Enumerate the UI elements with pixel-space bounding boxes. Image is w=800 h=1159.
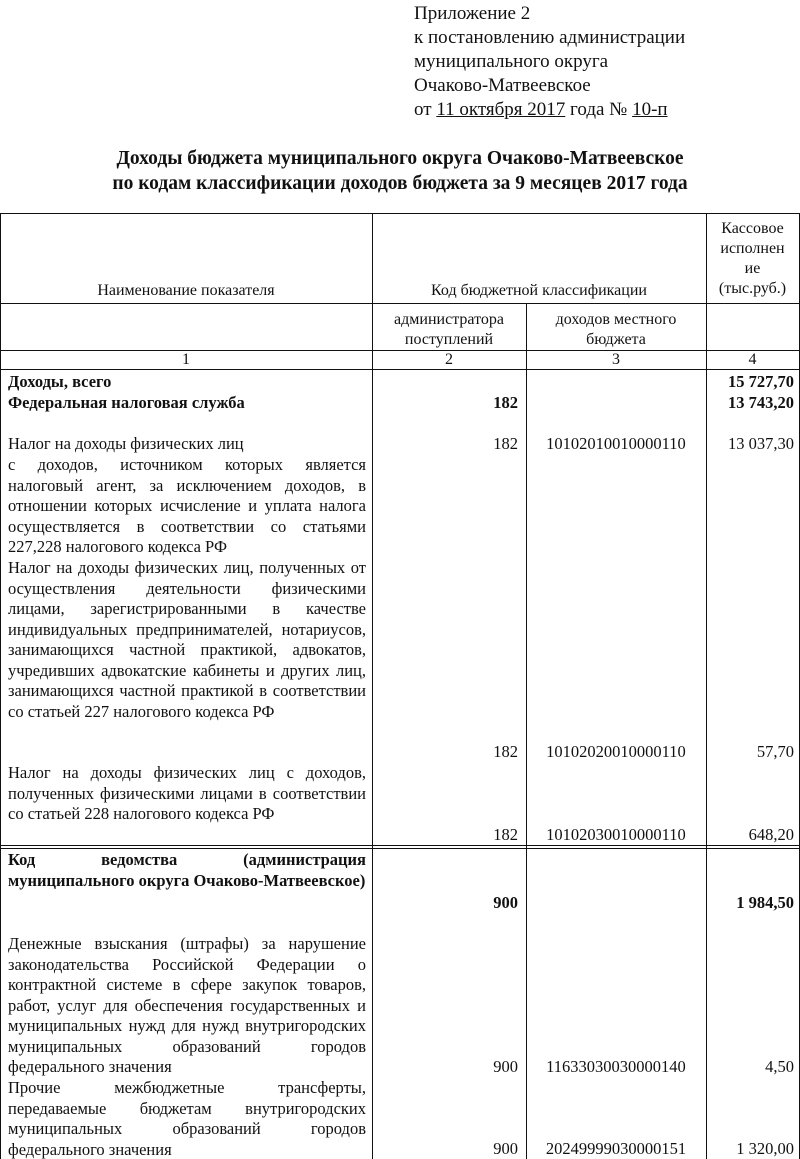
ndfl-description: с доходов, источником которых является налоговый агент, за исключением доходов, в отношении которых исчисление и уплата налога осуществляется в соответствии со статьями 227,228 налогового кодекса РФ [8,455,366,556]
ndfl-227-amount: 57,70 [756,742,794,761]
header-name: Наименование показателя [97,282,275,299]
dept-admin: 900 [493,893,518,912]
ndfl-228-code: 10102030010000110 [546,825,686,844]
resolution-date: 11 октября 2017 [436,99,566,120]
table-border [0,848,800,849]
table-border [0,213,800,214]
income-table [0,213,800,1159]
ndfl-228-admin: 182 [493,825,518,844]
transfers-name: Прочие межбюджетные трансферты, передаваемые бюджетам внутригородских муниципальных образований городов федерального значения [8,1078,366,1159]
col-number: 4 [748,351,757,368]
header-local [526,310,706,350]
header-execution-line: ие [744,260,761,277]
dept-name: Код ведомства (администрация муниципального округа Очаково-Матвеевское) [8,850,366,890]
header-code: Код бюджетной классификации [431,282,647,299]
ndfl-amount: 13 037,30 [728,434,794,453]
header-admin-line: администратора [394,311,504,328]
title-line-1: Доходы бюджета муниципального округа Очаково-Матвеевское [116,148,684,169]
ndfl-227-code: 10102020010000110 [546,742,686,761]
appendix-line: Очаково-Матвеевское [414,75,591,96]
header-execution [706,219,799,299]
fns-name: Федеральная налоговая служба [8,393,245,412]
table-border [526,303,527,1159]
fines-name: Денежные взыскания (штрафы) за нарушение законодательства Российской Федерации о контрактной системе в сфере закупок товаров, работ, услуг для обеспечения государственных и муниципальных нужд для нужд внутригородских муниципальных образований городов федерального значения [8,934,366,1076]
fines-admin: 900 [493,1057,518,1076]
total-name: Доходы, всего [8,372,112,391]
ndfl-227-name: Налог на доходы физических лиц, полученных от осуществления деятельности физическими лицами, зарегистрированными в качестве индивидуальных предпринимателей, нотариусов, занимающихся частной практикой, адвокатов, учредивших адвокатские кабинеты и других лиц, занимающихся частной практикой в соответствии со статьей 227 налогового кодекса РФ [8,558,366,721]
fns-admin: 182 [493,393,518,412]
col-number: 3 [612,351,620,368]
header-execution-line: (тыс.руб.) [718,280,787,297]
header-local-line: бюджета [586,331,646,348]
ndfl-228-name: Налог на доходы физических лиц с доходов, полученных физическими лицами в соответствии со статьей 228 налогового кодекса РФ [8,763,366,823]
appendix-line: муниципального округа [414,51,609,72]
ndfl-admin: 182 [493,434,518,453]
header-execution-line: исполнен [720,240,785,257]
fines-amount: 4,50 [765,1057,794,1076]
table-border [0,303,800,304]
resolution-number: 10-п [632,99,668,120]
header-admin-line: поступлений [404,331,494,348]
ndfl-code: 10102010010000110 [546,434,686,453]
dept-amount: 1 984,50 [736,893,794,912]
appendix-date-line [414,98,685,122]
header-admin [372,310,526,350]
transfers-amount: 1 320,00 [736,1139,794,1158]
appendix-block [414,2,685,122]
total-amount: 15 727,70 [728,372,794,391]
appendix-line: Приложение 2 [414,3,531,24]
date-prefix: от [414,99,432,120]
transfers-code: 20249999030000151 [545,1139,687,1158]
ndfl-228-amount: 648,20 [748,825,794,844]
year-word: года № [570,99,628,120]
col-number: 1 [182,351,190,368]
transfers-admin: 900 [493,1139,518,1158]
fns-amount: 13 743,20 [728,393,794,412]
ndfl-name: Налог на доходы физических лиц [8,434,244,453]
appendix-line: к постановлению администрации [414,27,686,48]
header-execution-line: Кассовое [721,220,784,237]
title-line-2: по кодам классификации доходов бюджета за 9 месяцев 2017 года [112,173,688,194]
document-title [0,146,800,196]
ndfl-227-admin: 182 [493,742,518,761]
col-number: 2 [445,351,453,368]
fines-code: 11633030030000140 [546,1057,686,1076]
header-local-line: доходов местного [555,311,677,328]
